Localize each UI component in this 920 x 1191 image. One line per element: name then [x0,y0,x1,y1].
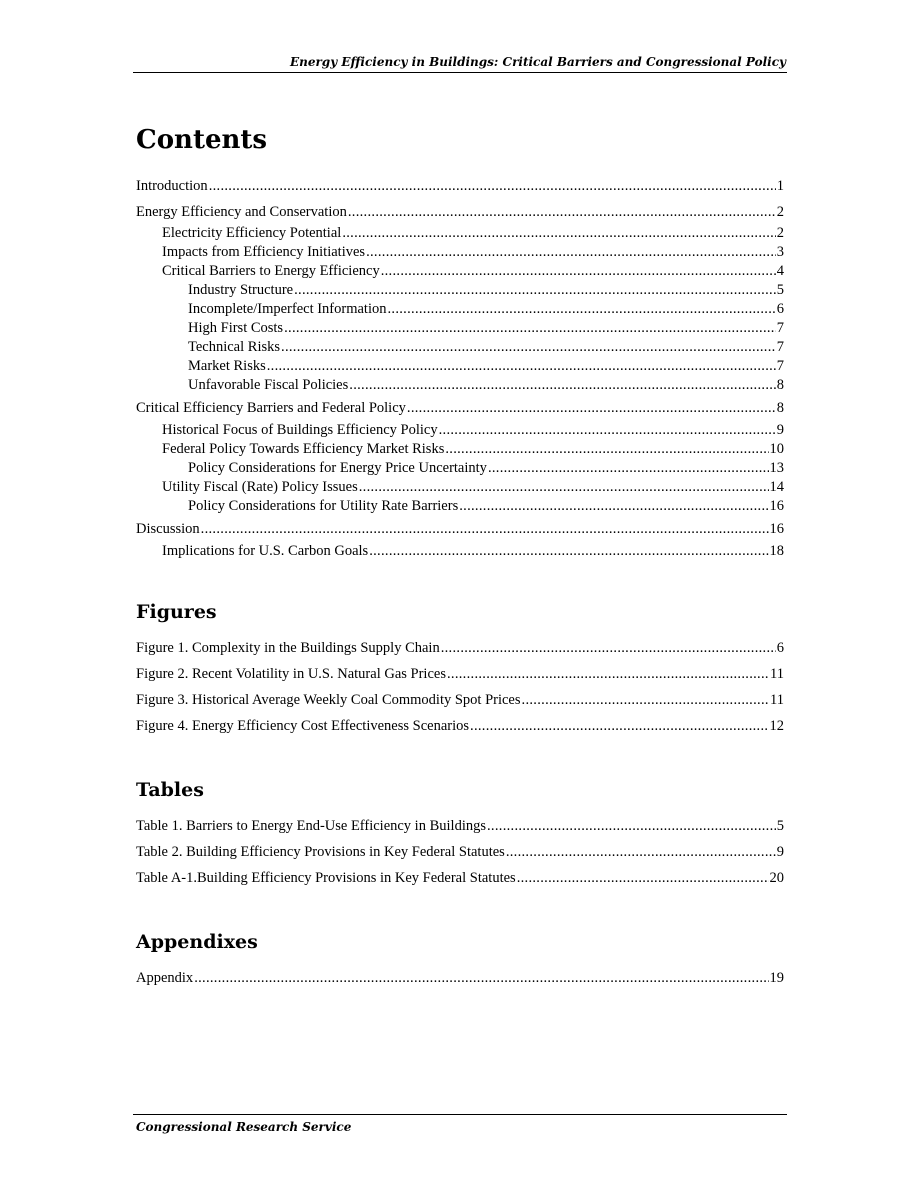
toc-entry-industry-structure[interactable] [188,281,784,299]
toc-entry-page: 7 [776,339,784,355]
dot-leader [459,497,768,515]
toc-entry-title: Policy Considerations for Utility Rate Barriers [188,498,459,514]
toc-entry-page: 18 [769,543,784,559]
toc-entry-title: Implications for U.S. Carbon Goals [162,543,369,559]
toc-entry-incomplete-imperfect-information[interactable] [188,300,784,318]
dot-leader [488,459,769,477]
figures-list [136,639,784,739]
toc-entry-table-1[interactable] [136,817,784,835]
dot-leader [359,478,769,496]
toc-entry-title: Technical Risks [188,339,281,355]
toc-entry-utility-fiscal-rate-policy-issues[interactable] [162,478,784,496]
dot-leader [284,319,776,337]
toc-entry-title: Industry Structure [188,282,294,298]
toc-entry-figure-4[interactable] [136,717,784,735]
toc-entry-title: Appendix [136,970,194,986]
tables-heading: Tables [136,779,204,801]
dot-leader [342,224,775,242]
dot-leader [439,421,776,439]
toc-entry-title: Introduction [136,178,208,194]
toc-entry-implications-for-us-carbon-goals[interactable] [162,542,784,560]
dot-leader [366,243,776,261]
dot-leader [267,357,776,375]
toc-entry-high-first-costs[interactable] [188,319,784,337]
toc-entry-federal-policy-towards-efficiency-market-risks[interactable] [162,440,784,458]
toc-entry-critical-efficiency-barriers-and-federal-policy[interactable] [136,399,784,417]
toc-entry-title: Figure 3. Historical Average Weekly Coal Commodity Spot Prices [136,692,521,708]
toc-entry-title: Impacts from Efficiency Initiatives [162,244,366,260]
dot-leader [369,542,768,560]
toc-entry-page: 14 [769,479,784,495]
toc-entry-title: Unfavorable Fiscal Policies [188,377,349,393]
dot-leader [209,177,776,195]
toc-entry-page: 6 [776,640,784,656]
toc-entry-page: 8 [776,377,784,393]
contents-list [136,177,784,567]
toc-entry-title: Utility Fiscal (Rate) Policy Issues [162,479,358,495]
dot-leader [294,281,776,299]
toc-entry-introduction[interactable] [136,177,784,195]
toc-entry-title: Table 2. Building Efficiency Provisions in Key Federal Statutes [136,844,505,860]
dot-leader [447,665,769,683]
toc-entry-page: 16 [769,521,784,537]
dot-leader [517,869,769,887]
footer-rule [133,1114,787,1115]
dot-leader [487,817,776,835]
toc-entry-title: Policy Considerations for Energy Price Uncertainty [188,460,487,476]
toc-entry-page: 3 [776,244,784,260]
toc-entry-figure-1[interactable] [136,639,784,657]
toc-entry-page: 5 [776,818,784,834]
toc-entry-figure-3[interactable] [136,691,784,709]
toc-entry-market-risks[interactable] [188,357,784,375]
toc-entry-title: Figure 4. Energy Efficiency Cost Effectiveness Scenarios [136,718,470,734]
dot-leader [522,691,770,709]
running-footer: Congressional Research Service [136,1120,352,1134]
toc-entry-policy-considerations-for-energy-price-uncertainty[interactable] [188,459,784,477]
toc-entry-page: 5 [776,282,784,298]
toc-entry-electricity-efficiency-potential[interactable] [162,224,784,242]
dot-leader [194,969,768,987]
toc-entry-table-2[interactable] [136,843,784,861]
appendixes-heading: Appendixes [136,931,258,953]
tables-list [136,817,784,897]
toc-entry-discussion[interactable] [136,520,784,538]
appendixes-list [136,969,784,991]
toc-entry-title: Discussion [136,521,200,537]
header-rule [133,72,787,73]
toc-entry-title: Table 1. Barriers to Energy End-Use Efficiency in Buildings [136,818,486,834]
dot-leader [281,338,776,356]
toc-entry-title: Critical Barriers to Energy Efficiency [162,263,380,279]
toc-entry-page: 4 [776,263,784,279]
toc-entry-title: Incomplete/Imperfect Information [188,301,387,317]
toc-entry-historical-focus-of-buildings-efficiency-policy[interactable] [162,421,784,439]
toc-entry-page: 16 [769,498,784,514]
figures-heading: Figures [136,601,217,623]
contents-heading: Contents [136,125,268,155]
toc-entry-page: 11 [770,692,784,708]
toc-entry-policy-considerations-for-utility-rate-barriers[interactable] [188,497,784,515]
toc-entry-page: 19 [769,970,784,986]
dot-leader [445,440,768,458]
toc-entry-page: 2 [776,225,784,241]
toc-entry-title: Energy Efficiency and Conservation [136,204,347,220]
running-header: Energy Efficiency in Buildings: Critical Barriers and Congressional Policy [289,55,786,69]
toc-entry-table-a-1[interactable] [136,869,784,887]
toc-entry-page: 7 [776,320,784,336]
toc-entry-title: Table A-1.Building Efficiency Provisions in Key Federal Statutes [136,870,516,886]
toc-entry-title: Figure 1. Complexity in the Buildings Supply Chain [136,640,440,656]
toc-entry-title: Critical Efficiency Barriers and Federal Policy [136,400,406,416]
dot-leader [201,520,769,538]
toc-entry-unfavorable-fiscal-policies[interactable] [188,376,784,394]
dot-leader [349,376,775,394]
toc-entry-title: Electricity Efficiency Potential [162,225,342,241]
dot-leader [441,639,776,657]
toc-entry-page: 20 [769,870,784,886]
toc-entry-impacts-from-efficiency-initiatives[interactable] [162,243,784,261]
toc-entry-title: Historical Focus of Buildings Efficiency Policy [162,422,438,438]
toc-entry-critical-barriers-to-energy-efficiency[interactable] [162,262,784,280]
dot-leader [381,262,776,280]
toc-entry-page: 13 [769,460,784,476]
toc-entry-page: 11 [770,666,784,682]
dot-leader [387,300,775,318]
toc-entry-title: Market Risks [188,358,266,374]
toc-entry-page: 6 [776,301,784,317]
dot-leader [348,203,776,221]
toc-entry-title: Figure 2. Recent Volatility in U.S. Natural Gas Prices [136,666,446,682]
toc-entry-page: 9 [776,422,784,438]
toc-entry-title: High First Costs [188,320,284,336]
toc-entry-title: Federal Policy Towards Efficiency Market Risks [162,441,445,457]
toc-entry-energy-efficiency-and-conservation[interactable] [136,203,784,221]
dot-leader [506,843,776,861]
toc-entry-figure-2[interactable] [136,665,784,683]
dot-leader [470,717,768,735]
toc-entry-page: 9 [776,844,784,860]
dot-leader [407,399,776,417]
toc-entry-appendix[interactable] [136,969,784,987]
toc-entry-page: 2 [776,204,784,220]
toc-entry-page: 12 [769,718,784,734]
toc-entry-page: 7 [776,358,784,374]
toc-entry-page: 10 [769,441,784,457]
toc-entry-page: 1 [776,178,784,194]
toc-entry-technical-risks[interactable] [188,338,784,356]
toc-entry-page: 8 [776,400,784,416]
